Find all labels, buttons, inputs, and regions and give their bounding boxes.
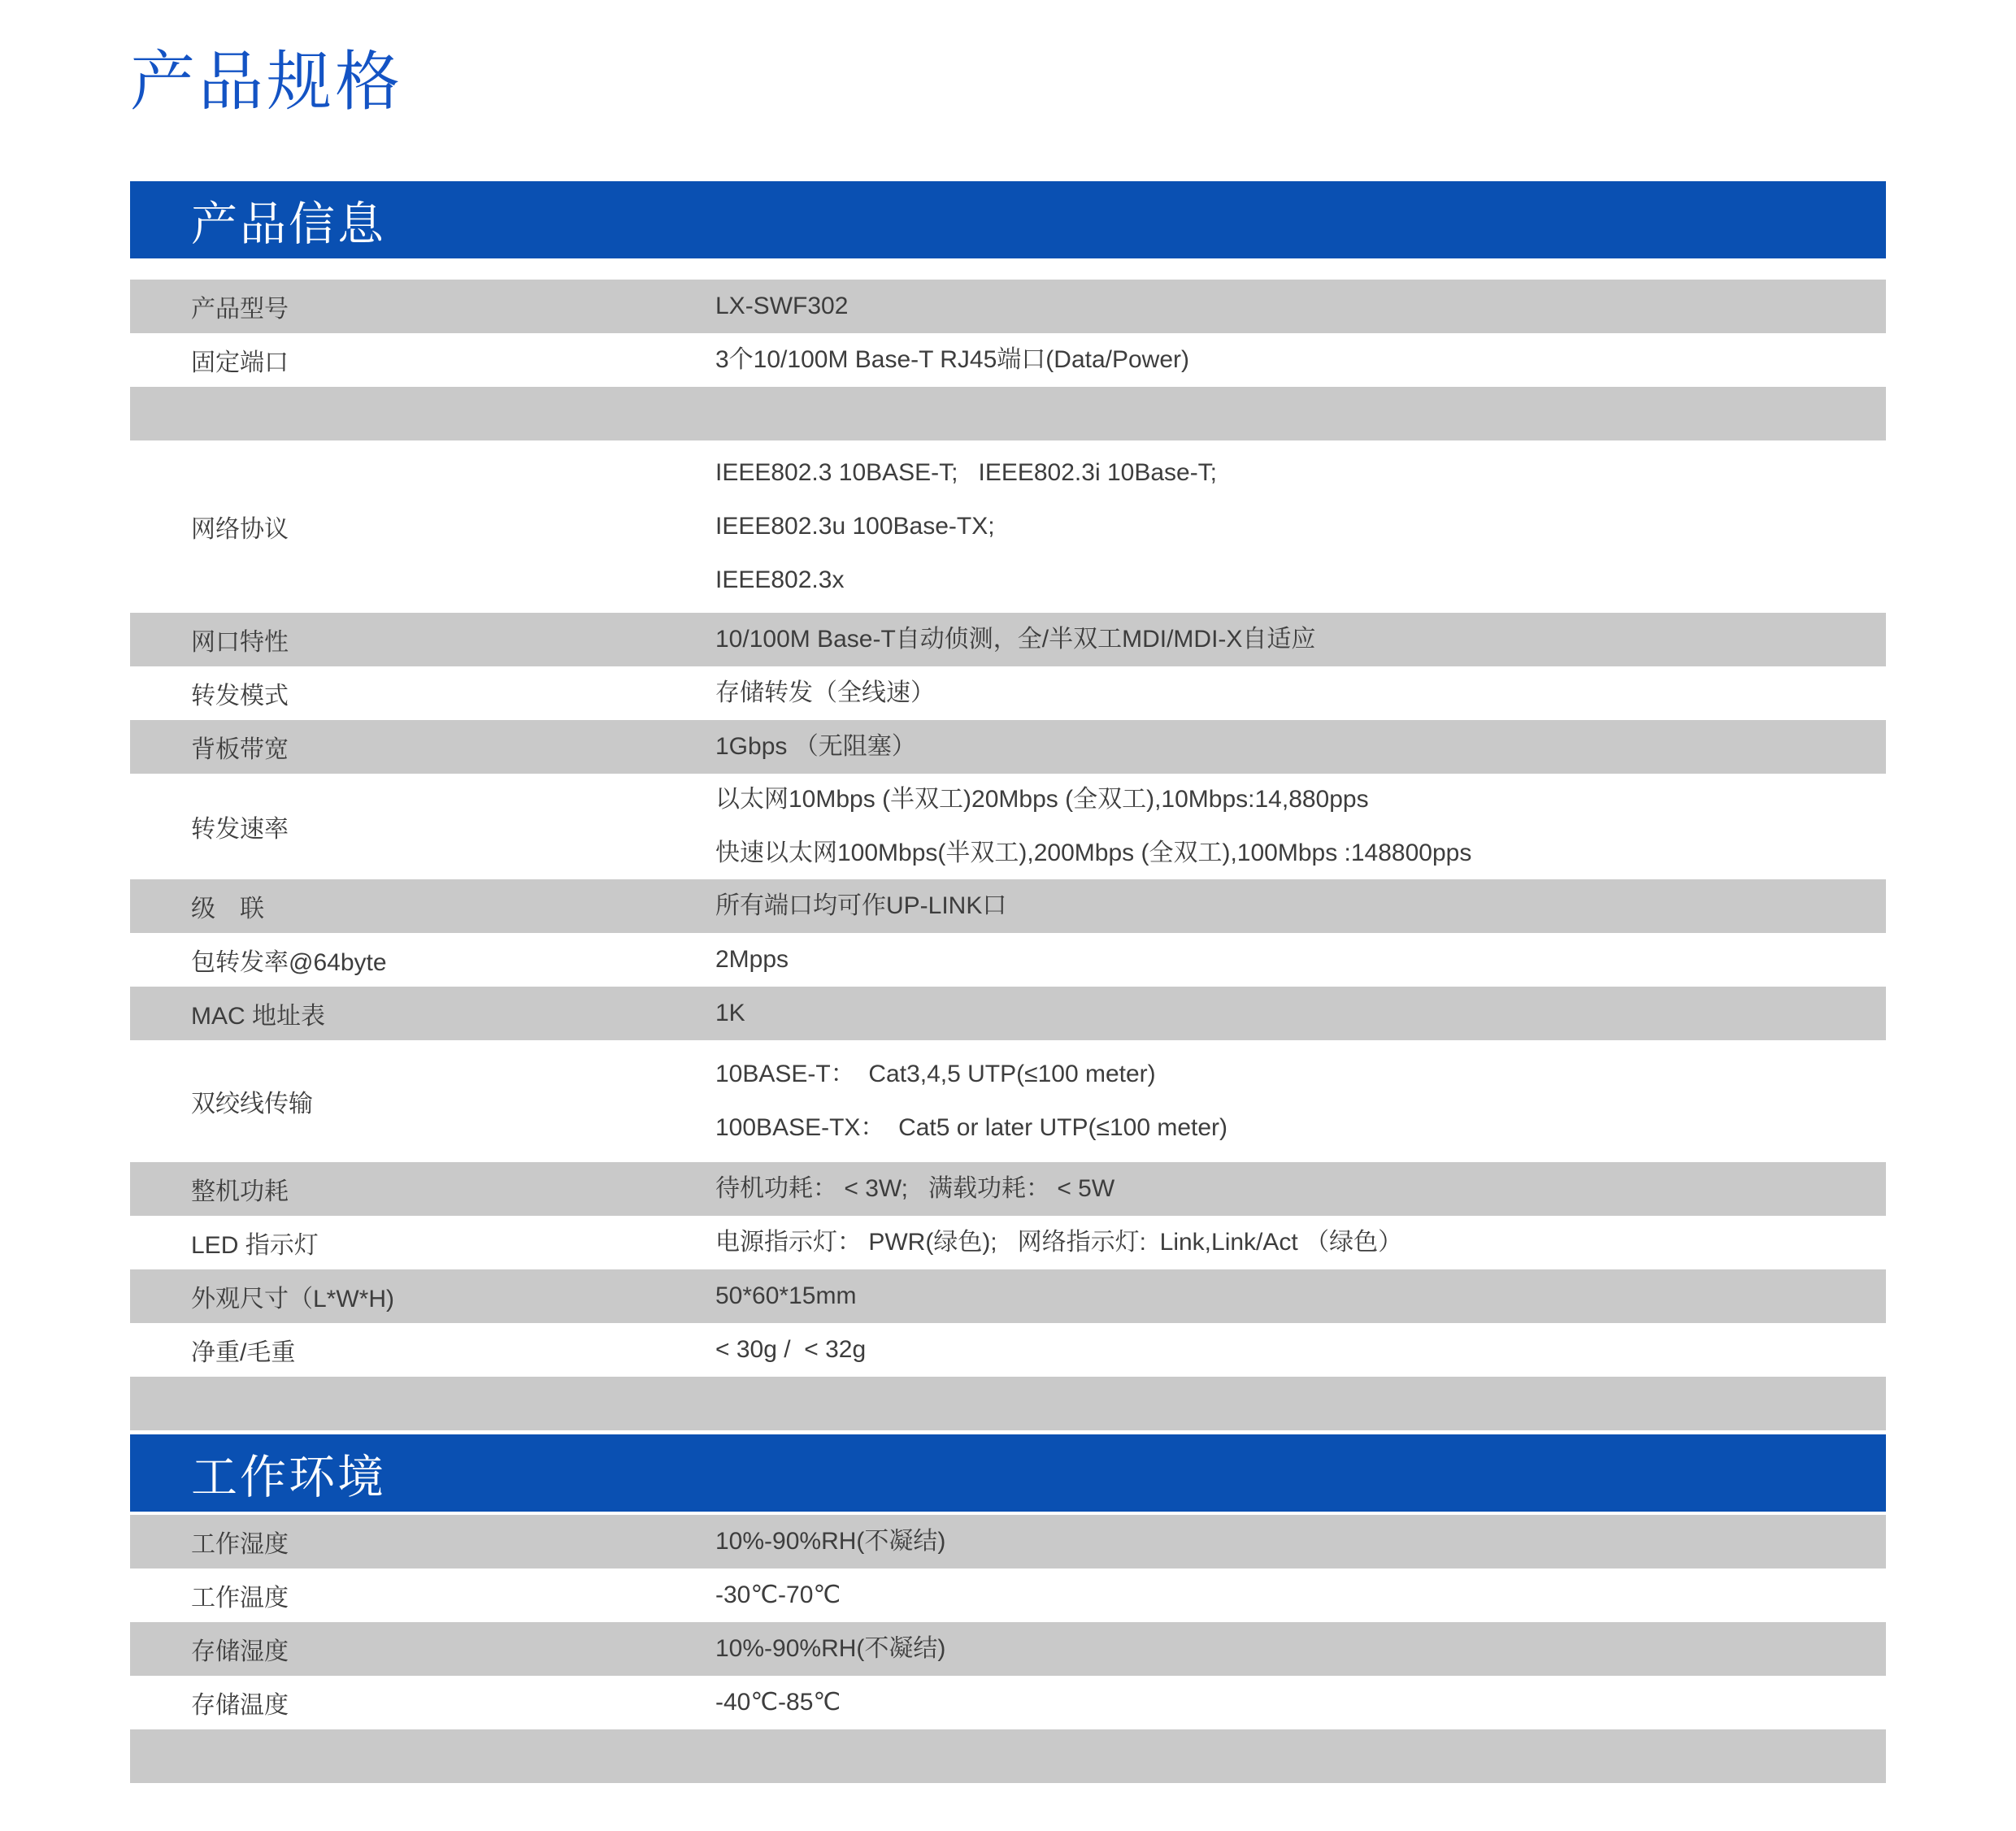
- section-heading: 产品信息: [191, 197, 386, 250]
- spec-label: 外观尺寸（L*W*H): [191, 1286, 395, 1313]
- spec-value: [715, 1568, 841, 1622]
- spec-value-line: -40℃-85℃: [715, 1689, 841, 1716]
- spec-label: 转发模式: [191, 683, 289, 709]
- table-row: [130, 440, 1886, 613]
- spec-label: 网络协议: [191, 516, 289, 543]
- spec-label: 产品型号: [191, 296, 289, 323]
- table-row: [130, 720, 1886, 774]
- spec-value: [715, 1048, 1227, 1155]
- spec-value-line: 10BASE-T： Cat3,4,5 UTP(≤100 meter): [715, 1061, 1156, 1087]
- table-row: [130, 987, 1886, 1040]
- spec-label: 工作湿度: [191, 1531, 289, 1558]
- spec-value-line: 所有端口均可作UP-LINK口: [715, 892, 1007, 919]
- spec-value-line: 2Mpps: [715, 946, 789, 973]
- spec-label: 双绞线传输: [191, 1091, 313, 1117]
- spec-label: 净重/毛重: [191, 1339, 296, 1366]
- spec-value: [715, 1676, 841, 1729]
- spec-value-line: IEEE802.3x: [715, 566, 845, 593]
- spec-value-line: 快速以太网100Mbps(半双工),200Mbps (全双工),100Mbps :148800pps: [715, 840, 1472, 866]
- spec-value: [715, 879, 1006, 933]
- spec-value-line: 10%-90%RH(不凝结): [715, 1528, 946, 1555]
- spec-value: [715, 933, 789, 987]
- table-row: [130, 933, 1886, 987]
- spec-table-work-environment: [130, 1515, 1886, 1783]
- table-row: [130, 1676, 1886, 1729]
- spec-value-line: 1K: [715, 1000, 745, 1026]
- spec-value: [715, 446, 1217, 607]
- table-row: [130, 879, 1886, 933]
- spec-value-line: 3个10/100M Base-T RJ45端口(Data/Power): [715, 346, 1190, 373]
- table-row: [130, 333, 1886, 387]
- spec-label: 包转发率@64byte: [191, 949, 387, 976]
- spec-value-line: 以太网10Mbps (半双工)20Mbps (全双工),10Mbps:14,880pps: [715, 786, 1369, 813]
- spec-value: [715, 280, 848, 333]
- spec-value-line: 50*60*15mm: [715, 1282, 857, 1309]
- table-row: [130, 1040, 1886, 1162]
- section-heading: 工作环境: [191, 1451, 386, 1503]
- spec-value-line: IEEE802.3u 100Base-TX;: [715, 513, 995, 540]
- spacer-row: [130, 1377, 1886, 1430]
- spec-value: [715, 613, 1315, 666]
- spec-value-line: 存储转发（全线速）: [715, 679, 935, 706]
- table-row: [130, 1216, 1886, 1269]
- spec-label: 存储湿度: [191, 1638, 289, 1665]
- table-row: [130, 1515, 1886, 1568]
- spec-label: 级 联: [191, 896, 264, 922]
- spec-label: 背板带宽: [191, 736, 289, 763]
- table-row: [130, 613, 1886, 666]
- spec-value: [715, 1323, 866, 1377]
- spec-value-line: 电源指示灯： PWR(绿色); 网络指示灯: Link,Link/Act （绿色）: [715, 1229, 1403, 1256]
- spacer-row: [130, 1729, 1886, 1783]
- spec-value-line: 待机功耗： < 3W; 满载功耗： < 5W: [715, 1175, 1115, 1202]
- table-row: [130, 280, 1886, 333]
- spec-value-line: 10%-90%RH(不凝结): [715, 1635, 946, 1662]
- spec-value-line: LX-SWF302: [715, 293, 849, 319]
- spec-value: [715, 1515, 945, 1568]
- table-row: [130, 666, 1886, 720]
- spec-label: 工作温度: [191, 1585, 289, 1612]
- page-title: 产品规格: [130, 46, 403, 118]
- spec-value: [715, 720, 916, 774]
- spec-content: [130, 0, 1886, 1783]
- spec-label: 整机功耗: [191, 1178, 289, 1205]
- spec-value-line: IEEE802.3 10BASE-T; IEEE802.3i 10Base-T;: [715, 459, 1218, 486]
- table-row: [130, 1622, 1886, 1676]
- spec-value: [715, 1269, 856, 1323]
- spec-value: [715, 987, 745, 1040]
- spec-value: [715, 666, 935, 720]
- table-row: [130, 1162, 1886, 1216]
- table-row: [130, 1269, 1886, 1323]
- table-row: [130, 1323, 1886, 1377]
- spec-label: 网口特性: [191, 629, 289, 656]
- spec-value-line: 1Gbps （无阻塞）: [715, 733, 916, 760]
- spec-label: LED 指示灯: [191, 1232, 319, 1259]
- spec-value: [715, 773, 1471, 880]
- spec-value: [715, 1622, 945, 1676]
- spec-value-line: < 30g / < 32g: [715, 1336, 867, 1363]
- spec-value: [715, 1216, 1402, 1269]
- table-row: [130, 1568, 1886, 1622]
- spec-value-line: -30℃-70℃: [715, 1582, 841, 1608]
- spec-value: [715, 333, 1189, 387]
- table-row: [130, 774, 1886, 879]
- spec-table-product-info: [130, 280, 1886, 1430]
- spec-label: MAC 地址表: [191, 1003, 325, 1030]
- spec-label: 存储温度: [191, 1692, 289, 1719]
- spec-value-line: 100BASE-TX： Cat5 or later UTP(≤100 meter): [715, 1114, 1228, 1141]
- section-banner-work-environment: [130, 1434, 1886, 1512]
- spec-label: 固定端口: [191, 349, 289, 376]
- spec-value: [715, 1162, 1114, 1216]
- spec-label: 转发速率: [191, 816, 289, 843]
- spacer-row: [130, 387, 1886, 440]
- section-banner-product-info: [130, 181, 1886, 258]
- spec-value-line: 10/100M Base-T自动侦测，全/半双工MDI/MDI-X自适应: [715, 626, 1316, 653]
